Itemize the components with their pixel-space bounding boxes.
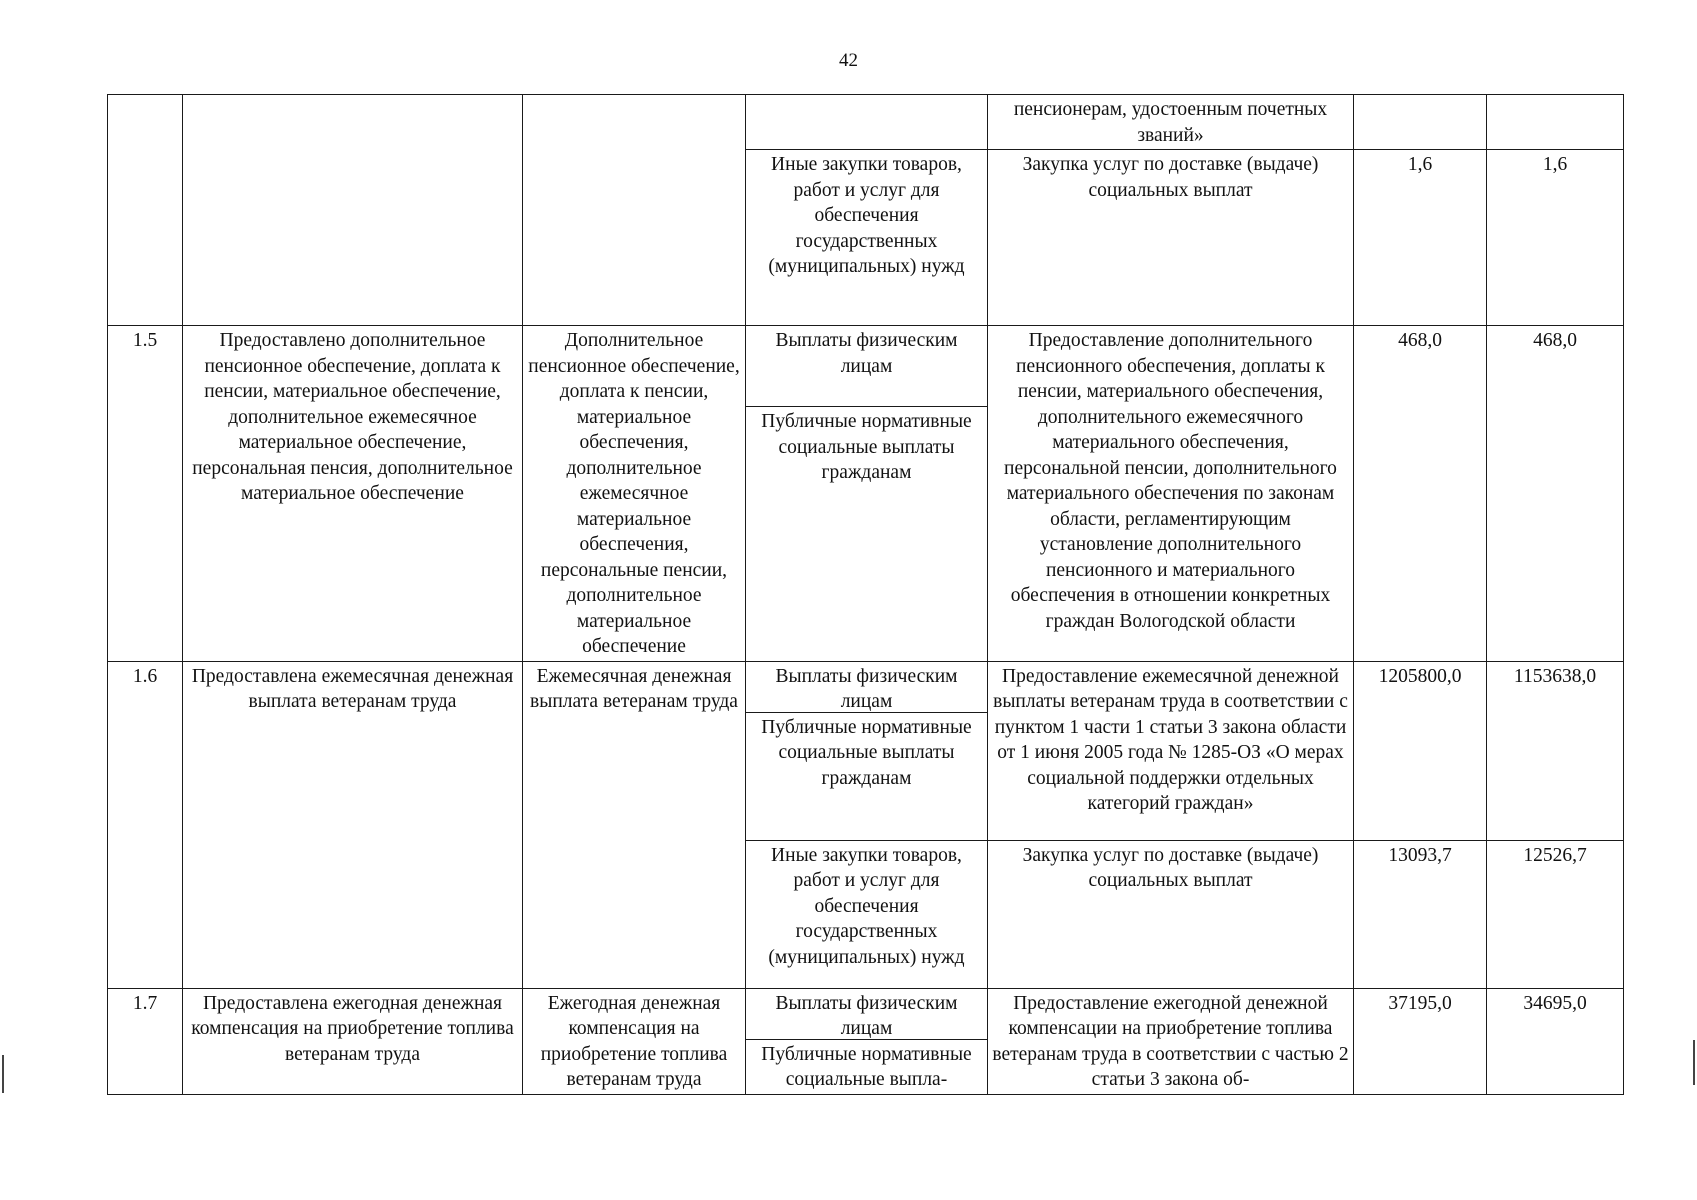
budget-table bbox=[107, 94, 1624, 1095]
expense-type-public: Публичные нормативные социальные выпла- bbox=[746, 1039, 987, 1094]
value-2023-cell: 13093,7 bbox=[1354, 840, 1487, 988]
value-2024-cell: 1153638,0 bbox=[1487, 661, 1624, 840]
value-2023-cell bbox=[1354, 95, 1487, 150]
value-2024-cell: 12526,7 bbox=[1487, 840, 1624, 988]
expense-type-public: Публичные нормативные социальные выплаты гражданам bbox=[746, 406, 987, 487]
expense-type-cell bbox=[746, 95, 988, 150]
result-cell: Предоставлена ежемесячная денежная выплата ветеранам труда bbox=[183, 661, 523, 988]
expense-type-cell bbox=[746, 661, 988, 840]
event-cell bbox=[523, 95, 746, 326]
event-cell: Дополнительное пенсионное обеспечение, доплата к пенсии, материальное обеспечения, дополнительное ежемесячное материальное обеспечения, персональные пенсии, дополнительное материальное обеспечение bbox=[523, 326, 746, 662]
table-row bbox=[108, 988, 1624, 1094]
expense-type-payments: Выплаты физическим лицам bbox=[775, 665, 958, 712]
row-number-cell: 1.5 bbox=[108, 326, 183, 662]
table-row bbox=[108, 95, 1624, 150]
value-2023-cell: 468,0 bbox=[1354, 326, 1487, 662]
result-cell bbox=[183, 95, 523, 326]
value-2023-cell: 37195,0 bbox=[1354, 988, 1487, 1094]
event-cell: Ежемесячная денежная выплата ветеранам труда bbox=[523, 661, 746, 988]
expense-type-payments: Выплаты физическим лицам bbox=[775, 992, 958, 1039]
expense-type-payments: Выплаты физическим лицам bbox=[775, 330, 958, 377]
expense-type-cell: Иные закупки товаров, работ и услуг для обеспечения государственных (муниципальных) нужд bbox=[746, 840, 988, 988]
value-2023-cell: 1205800,0 bbox=[1354, 661, 1487, 840]
result-cell: Предоставлено дополнительное пенсионное обеспечение, доплата к пенсии, материальное обеспечение, дополнительное ежемесячное материальное обеспечение, персональная пенсия, дополнительное материальное обеспечение bbox=[183, 326, 523, 662]
row-number-cell: 1.6 bbox=[108, 661, 183, 988]
direction-cell: пенсионерам, удостоенным почетных званий» bbox=[988, 95, 1354, 150]
expense-type-cell bbox=[746, 988, 988, 1094]
value-2024-cell: 34695,0 bbox=[1487, 988, 1624, 1094]
table-row bbox=[108, 326, 1624, 662]
value-2024-cell bbox=[1487, 95, 1624, 150]
direction-cell: Предоставление дополнительного пенсионного обеспечения, доплаты к пенсии, материального обеспечения, дополнительного ежемесячного материального обеспечения, персональной пенсии, дополнительного материального обеспечения по законам области, регламентирующим установление дополнительного пенсионного и материального обеспечения в отношении конкретных граждан Вологодской области bbox=[988, 326, 1354, 662]
row-number-cell: 1.7 bbox=[108, 988, 183, 1094]
expense-type-cell: Иные закупки товаров, работ и услуг для обеспечения государственных (муниципальных) нужд bbox=[746, 150, 988, 326]
event-cell: Ежегодная денежная компенсация на приобретение топлива ветеранам труда bbox=[523, 988, 746, 1094]
scan-mark-right bbox=[1693, 1040, 1695, 1085]
direction-cell: Закупка услуг по доставке (выдаче) социальных выплат bbox=[988, 840, 1354, 988]
table-row bbox=[108, 661, 1624, 840]
expense-type-cell bbox=[746, 326, 988, 662]
expense-type-public: Публичные нормативные социальные выплаты гражданам bbox=[746, 712, 987, 793]
row-number-cell bbox=[108, 95, 183, 326]
direction-cell: Предоставление ежегодной денежной компенсации на приобретение топлива ветеранам труда в соответствии с частью 2 статьи 3 закона об- bbox=[988, 988, 1354, 1094]
direction-cell: Предоставление ежемесячной денежной выплаты ветеранам труда в соответствии с пунктом 1 части 1 статьи 3 закона области от 1 июня 2005 года № 1285-ОЗ «О мерах социальной поддержки отдельных категорий граждан» bbox=[988, 661, 1354, 840]
direction-cell: Закупка услуг по доставке (выдаче) социальных выплат bbox=[988, 150, 1354, 326]
value-2023-cell: 1,6 bbox=[1354, 150, 1487, 326]
value-2024-cell: 1,6 bbox=[1487, 150, 1624, 326]
scan-mark-left bbox=[2, 1055, 4, 1093]
page-number: 42 bbox=[839, 50, 858, 71]
result-cell: Предоставлена ежегодная денежная компенсация на приобретение топлива ветеранам труда bbox=[183, 988, 523, 1094]
value-2024-cell: 468,0 bbox=[1487, 326, 1624, 662]
